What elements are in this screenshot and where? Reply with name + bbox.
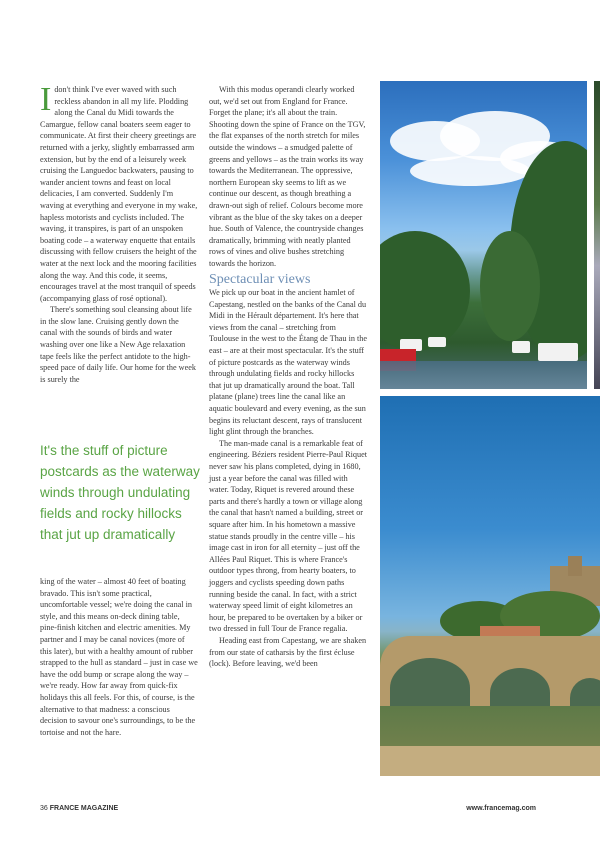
article-column-middle [209,84,367,670]
section-heading: Spectacular views [209,271,311,287]
magazine-name: FRANCE MAGAZINE [49,805,119,812]
stone-bridge-photo [380,396,600,776]
article-column-left-continued [40,576,198,738]
paragraph-intro: Idon't think I've ever waved with such reckless abandon in all my life. Plodding along the Canal du Midi towards the Camargue, fellow canal boaters seem eager to communicate. At first their cheery greetings are returned with a jerky, slightly embarrassed arm extension, but by the end of a leisurely week cruising the Languedoc backwaters, pausing to wander ancient towns and feast on local delicacies, I am converted. Suddenly I'm waving at everything and everyone in my wake, hapless motorists and cyclists included. The waving, it transpires, is part of an unspoken boating code – a waterway enquette that entails discussing with fellow cruisers the height of the water at the next lock and the mooring facilities along the way. And this code, it seems, encourages travel at the most tranquil of speeds (accompanying glass of rosé optional). [40,81,198,303]
canal-boats-photo [380,81,587,389]
article-column-left [40,81,198,385]
paragraph-train: With this modus operandi clearly worked out, we'd set out from England for France. Forget the plane; it's all about the train. Shooting down the spine of France on the TGV, the flat expanses of the north stretch for miles outside the windows – a smudged palette of greens and yellows – as the train works its way towards the Mediterranean. The oppressive, northern European sky seems to lift as we continue our descent, as though breathing a drawn-out sigh of relief. Colours become more vibrant as the blue of the sky takes on a deeper hue. South of Valence, the countryside changes dramatically, brimming with neatly planted rows of vines and olive bushes stretching towards the horizon. [209,85,366,268]
page-number: 36 [40,805,48,812]
footer-page-info [40,805,118,812]
footer-url[interactable]: www.francemag.com [466,805,536,812]
paragraph-capestang: We pick up our boat in the ancient hamlet of Capestang, nestled on the banks of the Canal du Midi in the Hérault département. It's here that views from the canal – stretching from Toulouse in the west to the Étang de Thau in the east – are at their most spectacular. It's the stuff of picture postcards as the waterway winds through undulating fields and rocky hillocks that jut up dramatically around the boat. Tall platane (plane) trees line the canal like an aquatic boulevard and every evening, as the sun begins its reluctant descent, rays of translucent light glint through the branches. [209,288,367,437]
paragraph-riquet: The man-made canal is a remarkable feat of engineering. Béziers resident Pierre-Paul Riquet never saw his plans completed, dying in 1680, just a year before the canal was filled with water. Today, Riquet is revered around these parts and there's hardly a town or village along the canal that hasn't named a building, street or square after him. In his hometown a massive statue stands proudly in the centre ville – his image cast in iron for all eternity – just off the Allées Paul Riquet. This is where France's outdoor types throng, from hearty boaters, to joggers and cyclists speeding down paths running beside the canal. In fact, with a strict waterway speed limit of eight kilometres an hour, be prepared to be overtaken by a biker or two dressed in full Tour de France regalia. [209,438,368,634]
paragraph-boat: king of the water – almost 40 feet of boating bravado. This isn't some practical, uncomfortable vessel; we're doing the canal in style, and this means on-deck dining table, pine-finish kitchen and electric amenities. My partner and I may be canal novices (more of this later), but with a healthy amount of rubber strapped to the hull as standard – just in case we have the odd bump or scrape along the way – we're ready. How far away from quick-fix holidays this all feels. For this, of course, is the alternative to that madness: a conscious decision to savour one's surroundings, to be the tortoise and not the hare. [40,577,198,737]
paragraph-ecluse: Heading east from Capestang, we are shaken from our state of catharsis by the first écluse (lock). Before leaving, we'd been [209,635,367,669]
photo-edge-strip [594,81,600,389]
pull-quote: It's the stuff of picture postcards as the waterway winds through undulating fields and rocky hillocks that jut up dramatically [40,443,200,542]
paragraph-slow-lane: There's something soul cleansing about life in the slow lane. Cruising gently down the canal with the sounds of birds and water washing over one like a New Age relaxation tape feels like the perfect antidote to the high-speed pace of daily life. Our home for the week is surely the [40,305,196,384]
drop-cap: I [40,81,52,118]
